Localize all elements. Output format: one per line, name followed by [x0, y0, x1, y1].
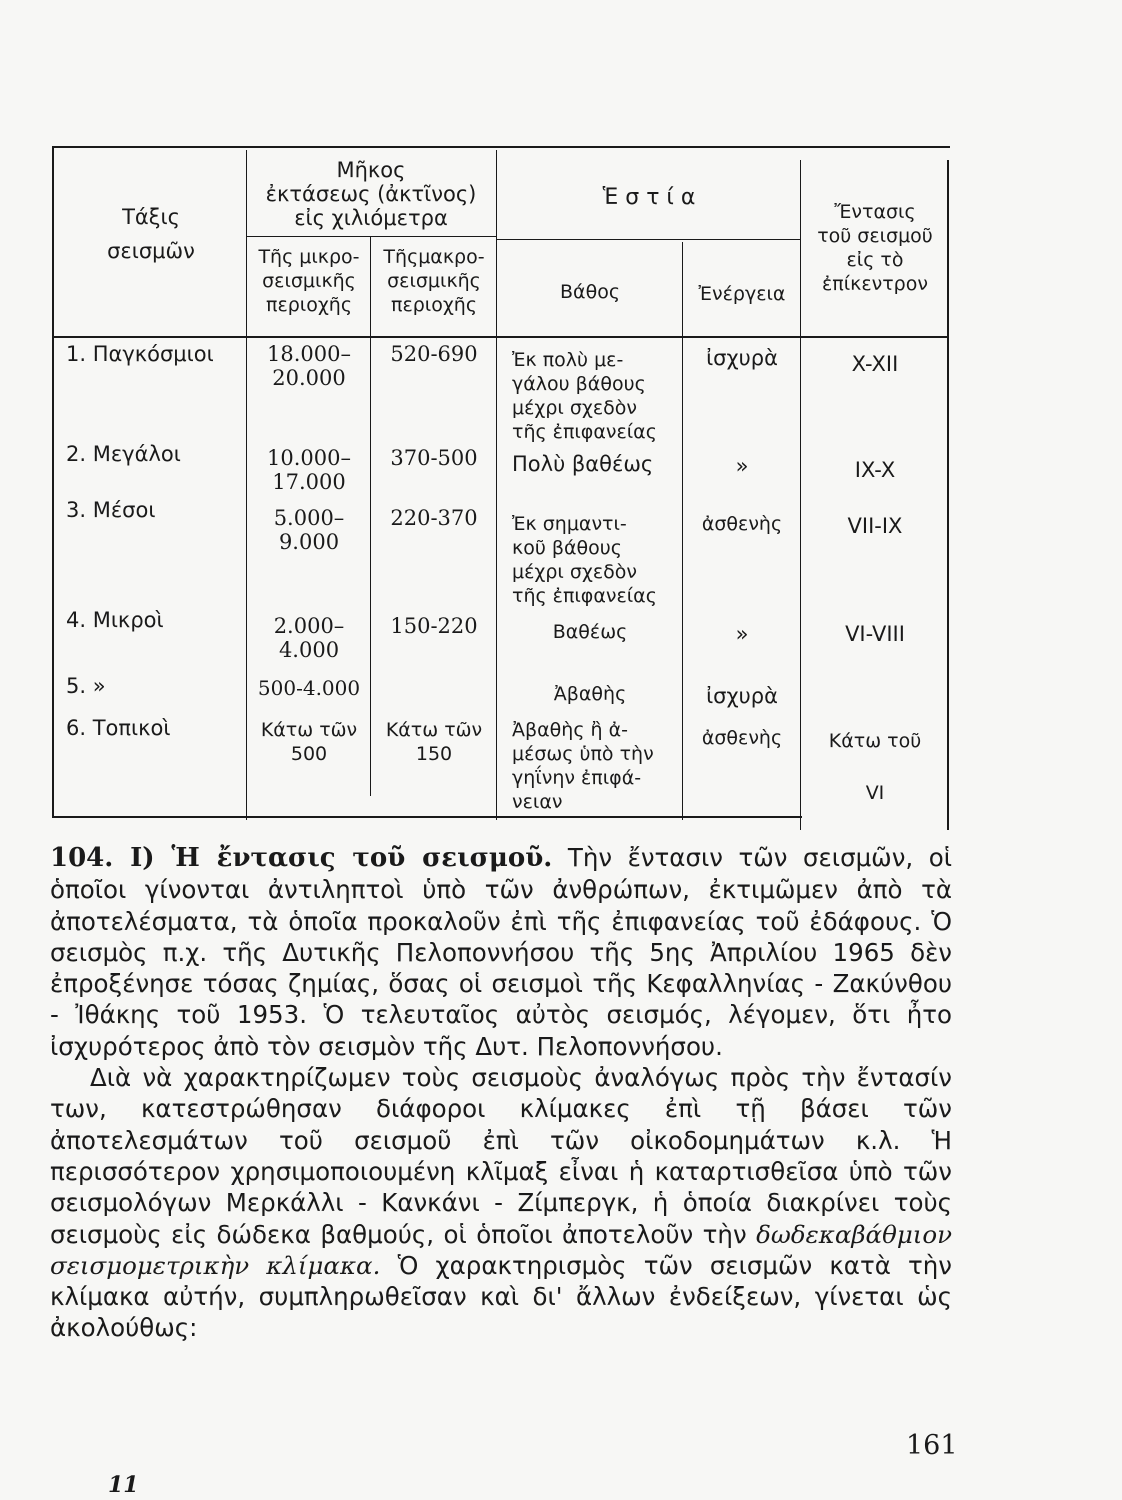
- body-text: [50, 842, 952, 1344]
- row3-energy: ἀσθενὴς: [701, 513, 783, 535]
- header-micro: Τῆς μικρο- σεισμικῆς περιοχῆς: [258, 246, 360, 316]
- row6-micro: Κάτω τῶν 500: [260, 719, 358, 765]
- length-subheader-line: [246, 236, 496, 237]
- col-divider-3: [496, 150, 497, 820]
- row3-depth: Ἐκ σημαντι- κοῦ βάθους μέχρι σχεδὸν τῆς ἐπιφανείας: [512, 513, 657, 607]
- row4-intensity: VI-VIII: [845, 622, 905, 646]
- row5-energy: ἰσχυρὰ: [706, 684, 778, 708]
- row6-class: 6. Τοπικοὶ: [66, 716, 171, 740]
- table-bottom-border: [52, 816, 802, 818]
- header-intensity: Ἔντασις τοῦ σεισμοῦ εἰς τὸ ἐπίκεντρον: [817, 201, 933, 295]
- table-top-border: [52, 146, 950, 148]
- paragraph-2: [50, 1062, 952, 1344]
- paragraph-1: [50, 842, 952, 1062]
- row2-intensity: IX-X: [854, 458, 896, 482]
- row2-class: 2. Μεγάλοι: [66, 442, 181, 466]
- header-length: Μῆκος ἐκτάσεως (ἀκτῖνος) εἰς χιλιόμετρα: [265, 158, 477, 230]
- paragraph-2-end: Ὁ χαρακτηρισμὸς τῶν σεισμῶν κατὰ τὴν κλίμακα αὐτήν, συμπληρωθεῖσαν καὶ δι' ἄλλων ἐνδείξεων, γίνεται ὡς ἀκολούθως:: [50, 1250, 952, 1343]
- paragraph-2-start: Διὰ νὰ χαρακτηρίζωμεν τοὺς σεισμοὺς ἀναλόγως πρὸς τὴν ἔντασίν των, κατεστρώθησαν διάφοροι κλίμακες ἐπὶ τῇ βάσει τῶν ἀποτελεσμάτων τοῦ σεισμοῦ ἐπὶ τῶν οἰκοδομημάτων κ.λ. Ἡ περισσότερον χρησιμοποιουμένη κλῖμαξ εἶναι ἡ καταρτισθεῖσα ὑπὸ τῶν σεισμολόγων Μερκάλλι - Κανκάνι - Ζίμπεργκ, ἡ ὁποία διακρίνει τοὺς σεισμοὺς εἰς δώδεκα βαθμούς, οἱ ὁποῖοι ἀποτελοῦν τὴν: [50, 1063, 952, 1249]
- header-separator: [52, 336, 948, 338]
- row1-depth: Ἐκ πολὺ με- γάλου βάθους μέχρι σχεδὸν τῆς ἐπιφανείας: [512, 349, 657, 443]
- row4-macro: 150-220: [390, 614, 478, 638]
- header-energy: Ἐνέργεια: [698, 283, 786, 305]
- row2-depth: Πολὺ βαθέως: [512, 452, 654, 476]
- row4-class: 4. Μικροὶ: [66, 608, 164, 632]
- col-divider-1: [246, 150, 247, 820]
- row2-energy: »: [735, 454, 749, 478]
- col-divider-5: [800, 160, 801, 830]
- row4-depth: Βαθέως: [552, 621, 628, 643]
- row1-class: 1. Παγκόσμιοι: [66, 342, 214, 366]
- row5-class: 5. »: [66, 674, 106, 698]
- paragraph-1-text: Τὴν ἔντασιν τῶν σεισμῶν, οἱ ὁποῖοι γίνονται ἀντιληπτοὶ ὑπὸ τῶν ἀνθρώπων, ἐκτιμῶμεν ἀπὸ τὰ ἀποτελέσματα, τὰ ὁποῖα προκαλοῦν ἐπὶ τῆς ἐπιφανείας τοῦ ἐδάφους. Ὁ σεισμὸς π.χ. τῆς Δυτικῆς Πελοποννήσου τῆς 5ης Ἀπριλίου 1965 δὲν ἐπροξένησε τόσας ζημίας, ὅσας οἱ σεισμοὶ τῆς Κεφαλληνίας - Ζακύνθου - Ἰθάκης τοῦ 1953. Ὁ τελευταῖος αὐτὸς σεισμός, λέγομεν, ὅτι ἦτο ἰσχυρότερος ἀπὸ τὸν σεισμὸν τῆς Δυτ. Πελοποννήσου.: [50, 843, 953, 1061]
- signature-mark: 11: [108, 1472, 139, 1498]
- col-divider-4: [682, 242, 683, 820]
- row1-intensity: X-XII: [851, 352, 899, 376]
- row5-micro: 500-4.000: [257, 676, 361, 700]
- col-divider-2: [370, 236, 371, 796]
- row6-energy: ἀσθενὴς: [701, 727, 783, 749]
- focus-subheader-line: [496, 239, 801, 240]
- row3-class: 3. Μέσοι: [66, 498, 156, 522]
- row5-depth: Ἀβαθὴς: [553, 683, 627, 705]
- row1-macro: 520-690: [390, 342, 478, 366]
- row2-macro: 370-500: [390, 446, 478, 470]
- row3-micro: 5.000– 9.000: [273, 506, 345, 554]
- row6-depth: Ἀβαθὴς ἢ ἀ- μέσως ὑπὸ τὴν γηΐνην ἐπιφά- νειαν: [512, 719, 654, 813]
- page-number: 161: [906, 1430, 958, 1461]
- row1-micro: 18.000– 20.000: [267, 342, 351, 390]
- paragraph-2-italic: δωδεκαβάθμιον σεισμομετρικὴν κλίμακα.: [50, 1219, 952, 1280]
- row6-macro: Κάτω τῶν 150: [385, 719, 483, 765]
- section-heading: 104. I) Ἡ ἔντασις τοῦ σεισμοῦ.: [50, 843, 553, 873]
- header-class: Τάξις σεισμῶν: [107, 205, 195, 263]
- row3-macro: 220-370: [390, 506, 478, 530]
- row4-energy: »: [735, 622, 749, 646]
- header-focus: Ἑ σ τ ί α: [602, 185, 696, 210]
- row6-intensity: Κάτω τοῦ VI: [828, 730, 922, 804]
- table-left-border: [52, 146, 54, 816]
- header-macro: Τῆςμακρο- σεισμικῆς περιοχῆς: [383, 246, 485, 316]
- row1-energy: ἰσχυρὰ: [706, 346, 778, 370]
- row3-intensity: VII-IX: [847, 514, 903, 538]
- header-depth: Βάθος: [560, 281, 620, 303]
- row2-micro: 10.000– 17.000: [267, 446, 351, 494]
- row4-micro: 2.000– 4.000: [273, 614, 345, 662]
